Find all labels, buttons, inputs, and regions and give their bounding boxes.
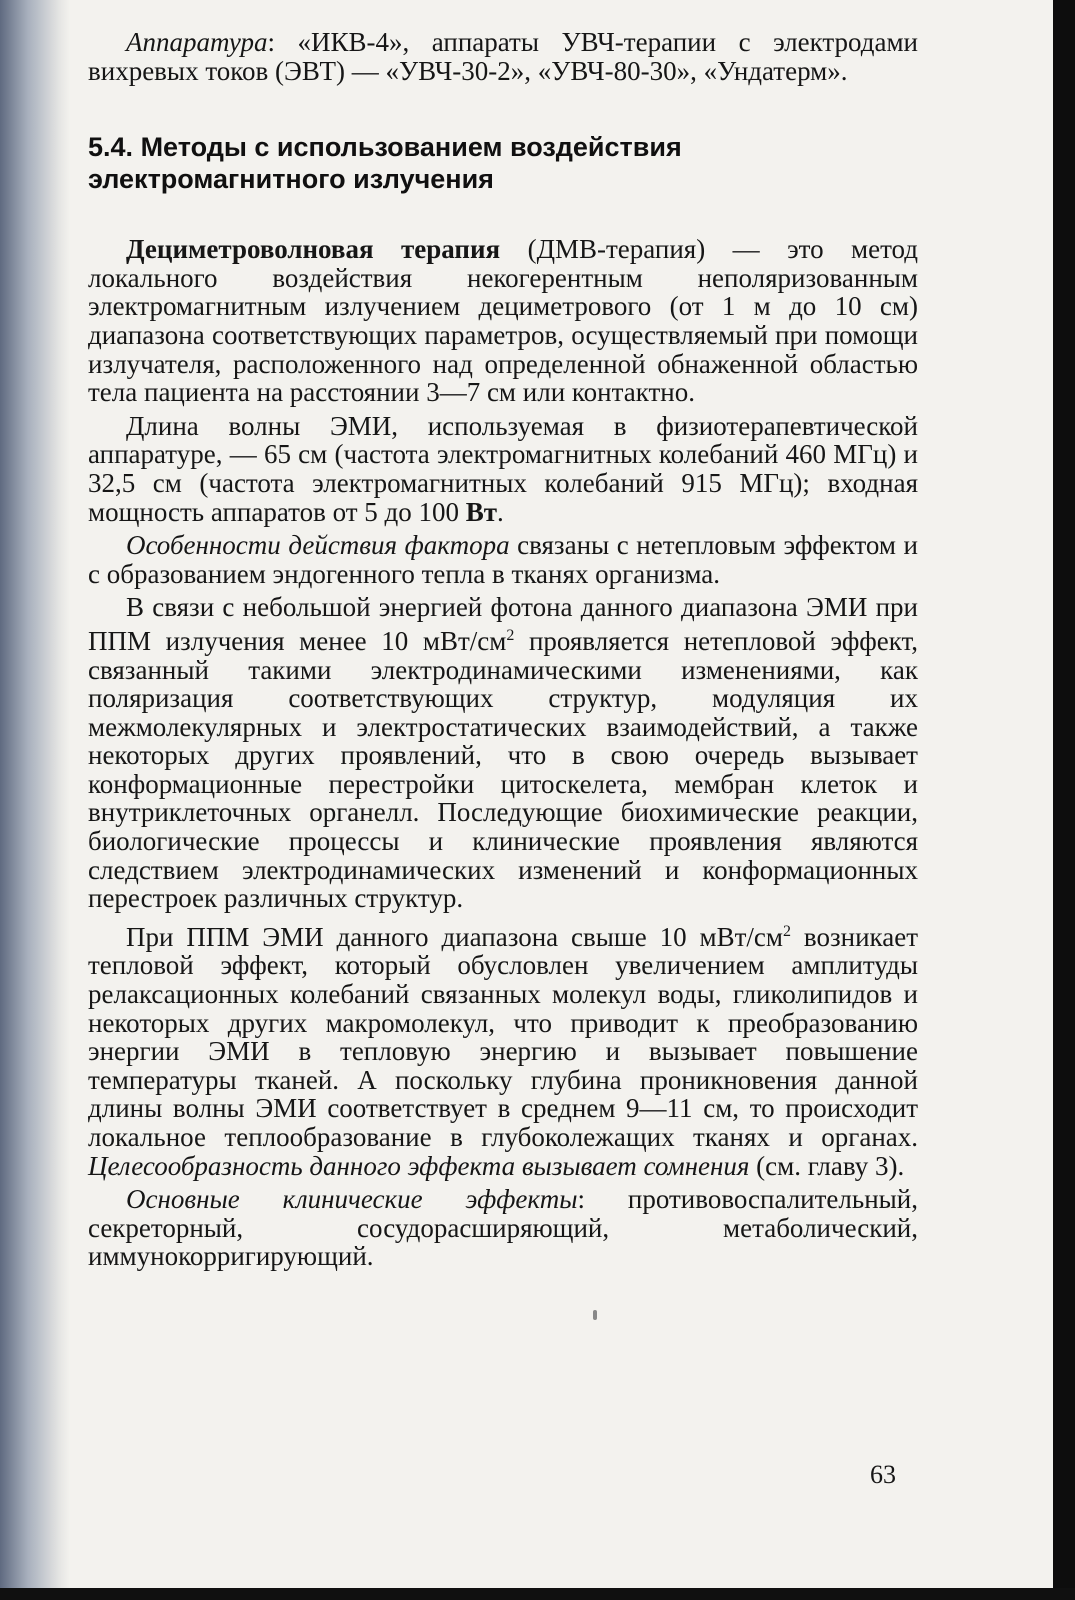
paragraph-dmv-definition-text: (ДМВ-терапия) — это метод локального воздействия некогерентным неполяризованным электромагнитным излучением дециметрового (от 1 м до 10 см) диапазона соответствующих параметров, осуществляемый при помощи излучателя, расположенного над определенной обнаженной областью тела пациента на расстоянии 3—7 см или контактно.: [88, 234, 919, 408]
nonthermal-text-b: проявляется нетепловой эффект, связанный такими электродинамическими изменениями, как поляризация соответствующих структур, модуляция их межмолекулярных и электростатических взаимодействий, а также некоторых других проявлений, что в свою очередь вызывает конформационные перестройки цитоскелета, мембран клеток и внутриклеточных органелл. Последующие биохимические реакции, биологические процессы и клинические проявления являются следствием электродинамических изменений и конформационных перестроек различных структур.: [88, 625, 918, 914]
page-edge-right: [1053, 0, 1075, 1600]
page-body: [88, 28, 918, 1271]
paragraph-dmv-definition: [88, 235, 918, 407]
scan-speck: [593, 1310, 597, 1320]
action-features-text: связаны с нетепловым эффектом и с образованием эндогенного тепла в тканях организма.: [88, 530, 918, 589]
paragraph-wavelength-text: Длина волны ЭМИ, используемая в физиотерапевтической аппаратуре, — 65 см (частота электромагнитных колебаний 460 МГц) и 32,5 см (частота электромагнитных колебаний 915 МГц); входная мощность аппаратов от 5 до 100: [88, 410, 918, 527]
paragraph-nonthermal-effect: [88, 593, 918, 913]
apparatus-label: Аппаратура: [126, 27, 268, 57]
term-dmv-therapy: Дециметроволновая терапия: [126, 234, 501, 265]
clinical-effects-text: : противовоспалительный, секреторный, сосудорасширяющий, метаболический, иммунокорригирующий.: [88, 1184, 918, 1272]
unit-watt: Вт: [465, 496, 498, 527]
paragraph-thermal-effect: [88, 918, 918, 1180]
action-features-label: Особенности действия фактора: [126, 530, 510, 561]
paragraph-action-features: [88, 531, 918, 588]
section-number: 5.4.: [88, 132, 134, 163]
apparatus-paragraph: [88, 28, 918, 85]
page-number: 63: [870, 1460, 896, 1489]
page-edge-bottom: [0, 1588, 1075, 1600]
thermal-doubt-note: Целесообразность данного эффекта вызывает сомнения: [88, 1150, 750, 1181]
clinical-effects-label: Основные клинические эффекты: [126, 1184, 578, 1215]
paragraph-wavelength: [88, 412, 918, 526]
thermal-text-end: (см. главу 3).: [749, 1150, 905, 1181]
thermal-text-b: возникает тепловой эффект, который обусловлен увеличением амплитуды релаксационных колебаний связанных молекул воды, гликолипидов и некоторых других макромолекул, что приводит к преобразованию энергии ЭМИ в тепловую энергию и вызывает повышение температуры тканей. А поскольку глубина проникновения данной длины волны ЭМИ соответствует в среднем 9—11 см, то происходит локальное теплообразование в глубоколежащих тканях и органах.: [88, 921, 918, 1152]
paragraph-wavelength-end: .: [497, 496, 504, 527]
binding-shadow: [0, 0, 70, 1600]
nonthermal-superscript: 2: [506, 626, 515, 644]
section-heading: [88, 131, 918, 195]
thermal-text-a: При ППМ ЭМИ данного диапазона свыше 10 мВт/см: [126, 921, 783, 952]
section-title: Методы с использованием воздействия электромагнитного излучения: [88, 132, 682, 195]
thermal-superscript: 2: [782, 922, 791, 940]
paragraph-clinical-effects: [88, 1185, 918, 1271]
apparatus-text: : «ИКВ-4», аппараты УВЧ-терапии с электродами вихревых токов (ЭВТ) — «УВЧ-30-2», «УВЧ-80-30», «Ундатерм».: [88, 27, 918, 86]
nonthermal-text-a: В связи с небольшой энергией фотона данного диапазона ЭМИ при ППМ излучения менее 10 мВт/см: [88, 592, 918, 656]
